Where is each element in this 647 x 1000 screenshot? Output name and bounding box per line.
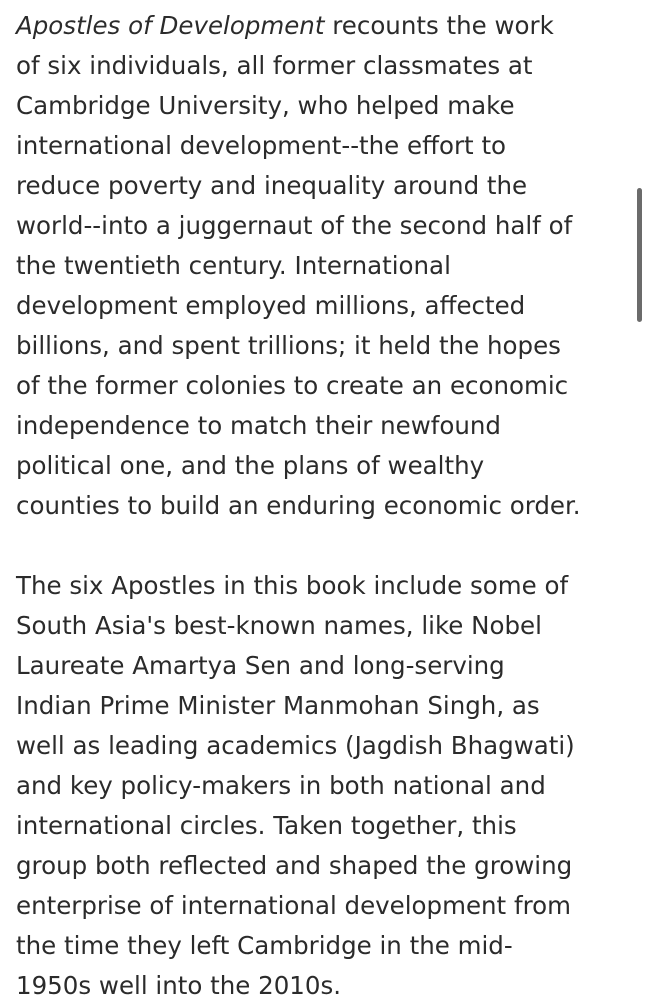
text-line: of the former colonies to create an economic bbox=[16, 371, 569, 400]
text-line: of six individuals, all former classmates at bbox=[16, 51, 533, 80]
text-line: counties to build an enduring economic order. bbox=[16, 491, 581, 520]
text-line: world--into a juggernaut of the second half of bbox=[16, 211, 573, 240]
paragraph-apostles bbox=[16, 566, 634, 1000]
text-line: 1950s well into the 2010s. bbox=[16, 971, 342, 1000]
text-line: political one, and the plans of wealthy bbox=[16, 451, 485, 480]
text-line: development employed millions, affected bbox=[16, 291, 526, 320]
scrollbar-thumb[interactable] bbox=[637, 188, 642, 322]
text-line: the twentieth century. International bbox=[16, 251, 451, 280]
text-line: international development--the effort to bbox=[16, 131, 507, 160]
text-line: international circles. Taken together, this bbox=[16, 811, 517, 840]
text-line: enterprise of international development from bbox=[16, 891, 571, 920]
text-line: well as leading academics (Jagdish Bhagwati) bbox=[16, 731, 575, 760]
text-line: reduce poverty and inequality around the bbox=[16, 171, 528, 200]
article-text bbox=[16, 6, 634, 1000]
text-line: South Asia's best-known names, like Nobel bbox=[16, 611, 542, 640]
text-line: independence to match their newfound bbox=[16, 411, 501, 440]
text-line: and key policy-makers in both national and bbox=[16, 771, 546, 800]
text-line bbox=[16, 6, 634, 46]
text-line: Cambridge University, who helped make bbox=[16, 91, 515, 120]
text-line: group both reflected and shaped the growing bbox=[16, 851, 573, 880]
text-line: the time they left Cambridge in the mid- bbox=[16, 931, 513, 960]
text-line: Laureate Amartya Sen and long-serving bbox=[16, 651, 505, 680]
text-line: The six Apostles in this book include some of bbox=[16, 571, 569, 600]
paragraph-intro bbox=[16, 6, 634, 526]
text-line: Indian Prime Minister Manmohan Singh, as bbox=[16, 691, 540, 720]
text-line: billions, and spent trillions; it held the hopes bbox=[16, 331, 561, 360]
text-line-remainder: recounts the work bbox=[324, 11, 554, 40]
book-title: Apostles of Development bbox=[16, 11, 325, 40]
